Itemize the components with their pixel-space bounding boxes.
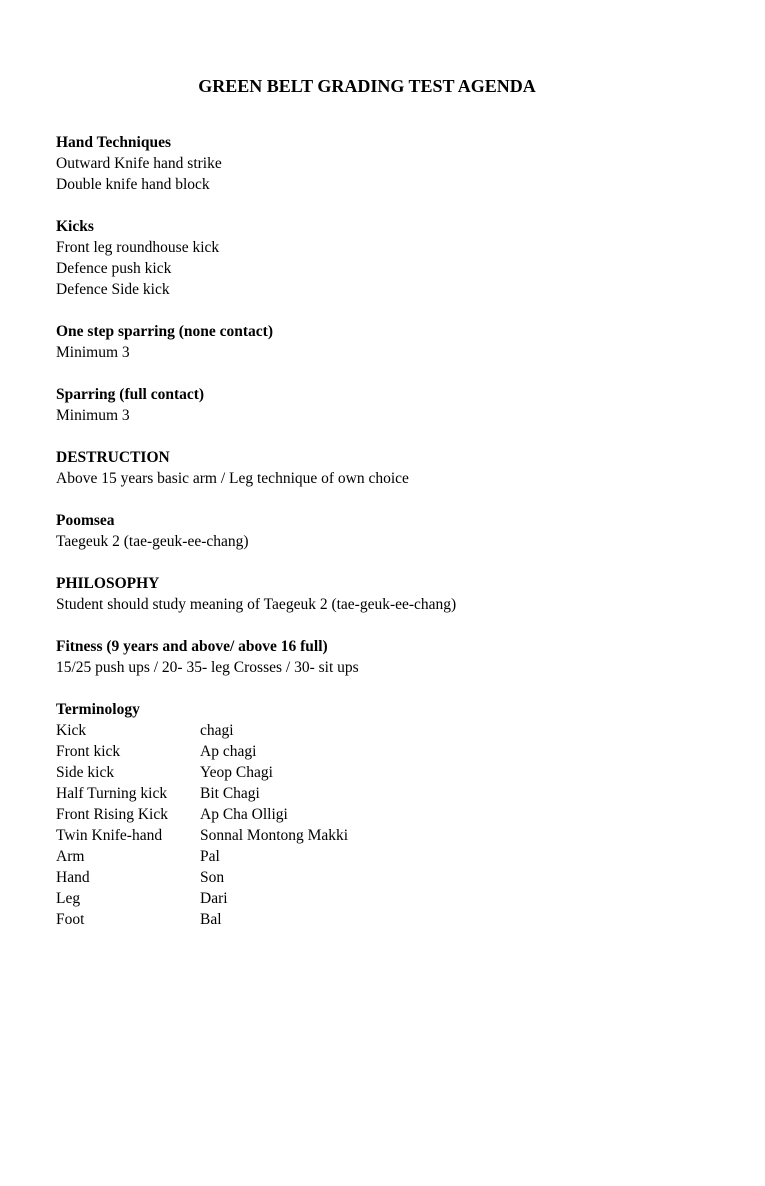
section-line: Minimum 3 — [56, 407, 130, 424]
terminology-row — [56, 909, 716, 930]
section-line: Student should study meaning of Taegeuk 2 (tae-geuk-ee-chang) — [56, 596, 457, 613]
section-hand-techniques — [56, 132, 716, 195]
section-heading: Poomsea — [56, 512, 115, 529]
section-line: Front leg roundhouse kick — [56, 239, 220, 256]
term-korean: Bit Chagi — [200, 785, 260, 802]
term-english: Front kick — [56, 743, 121, 760]
section-destruction — [56, 447, 716, 489]
section-line: Defence push kick — [56, 260, 172, 277]
section-heading: One step sparring (none contact) — [56, 323, 273, 340]
section-line: Minimum 3 — [56, 344, 130, 361]
section-poomsea — [56, 510, 716, 552]
term-english: Hand — [56, 869, 90, 886]
term-english: Foot — [56, 911, 85, 928]
section-heading: Fitness (9 years and above/ above 16 full) — [56, 638, 328, 655]
term-korean: Bal — [200, 911, 222, 928]
term-english: Leg — [56, 890, 81, 907]
section-terminology — [56, 699, 716, 930]
term-korean: Ap chagi — [200, 743, 257, 760]
section-heading: Sparring (full contact) — [56, 386, 205, 403]
term-korean: Sonnal Montong Makki — [200, 827, 349, 844]
term-korean: Ap Cha Olligi — [200, 806, 288, 823]
section-line: Above 15 years basic arm / Leg technique of own choice — [56, 470, 409, 487]
section-kicks — [56, 216, 716, 300]
section-line: Double knife hand block — [56, 176, 210, 193]
term-english: Arm — [56, 848, 85, 865]
term-korean: Son — [200, 869, 225, 886]
section-heading: PHILOSOPHY — [56, 575, 160, 592]
term-english: Side kick — [56, 764, 115, 781]
terminology-row — [56, 804, 716, 825]
term-english: Front Rising Kick — [56, 806, 168, 823]
document-title: GREEN BELT GRADING TEST AGENDA — [198, 76, 536, 96]
term-english: Kick — [56, 722, 87, 739]
section-heading: Hand Techniques — [56, 134, 172, 151]
term-korean: Yeop Chagi — [200, 764, 273, 781]
section-line: Outward Knife hand strike — [56, 155, 222, 172]
document-content — [56, 132, 716, 951]
section-heading: DESTRUCTION — [56, 449, 170, 466]
section-philosophy — [56, 573, 716, 615]
section-one-step-sparring — [56, 321, 716, 363]
term-english: Twin Knife-hand — [56, 827, 163, 844]
term-korean: Dari — [200, 890, 228, 907]
section-sparring — [56, 384, 716, 426]
terminology-row — [56, 741, 716, 762]
terminology-row — [56, 888, 716, 909]
term-english: Half Turning kick — [56, 785, 168, 802]
terminology-row — [56, 825, 716, 846]
term-korean: Pal — [200, 848, 220, 865]
terminology-row — [56, 762, 716, 783]
section-heading: Kicks — [56, 218, 94, 235]
terminology-row — [56, 867, 716, 888]
section-line: 15/25 push ups / 20- 35- leg Crosses / 30- sit ups — [56, 659, 359, 676]
section-line: Defence Side kick — [56, 281, 170, 298]
terminology-row — [56, 783, 716, 804]
term-korean: chagi — [200, 722, 234, 739]
section-fitness — [56, 636, 716, 678]
terminology-row — [56, 720, 716, 741]
section-heading: Terminology — [56, 701, 140, 718]
section-line: Taegeuk 2 (tae-geuk-ee-chang) — [56, 533, 249, 550]
terminology-row — [56, 846, 716, 867]
